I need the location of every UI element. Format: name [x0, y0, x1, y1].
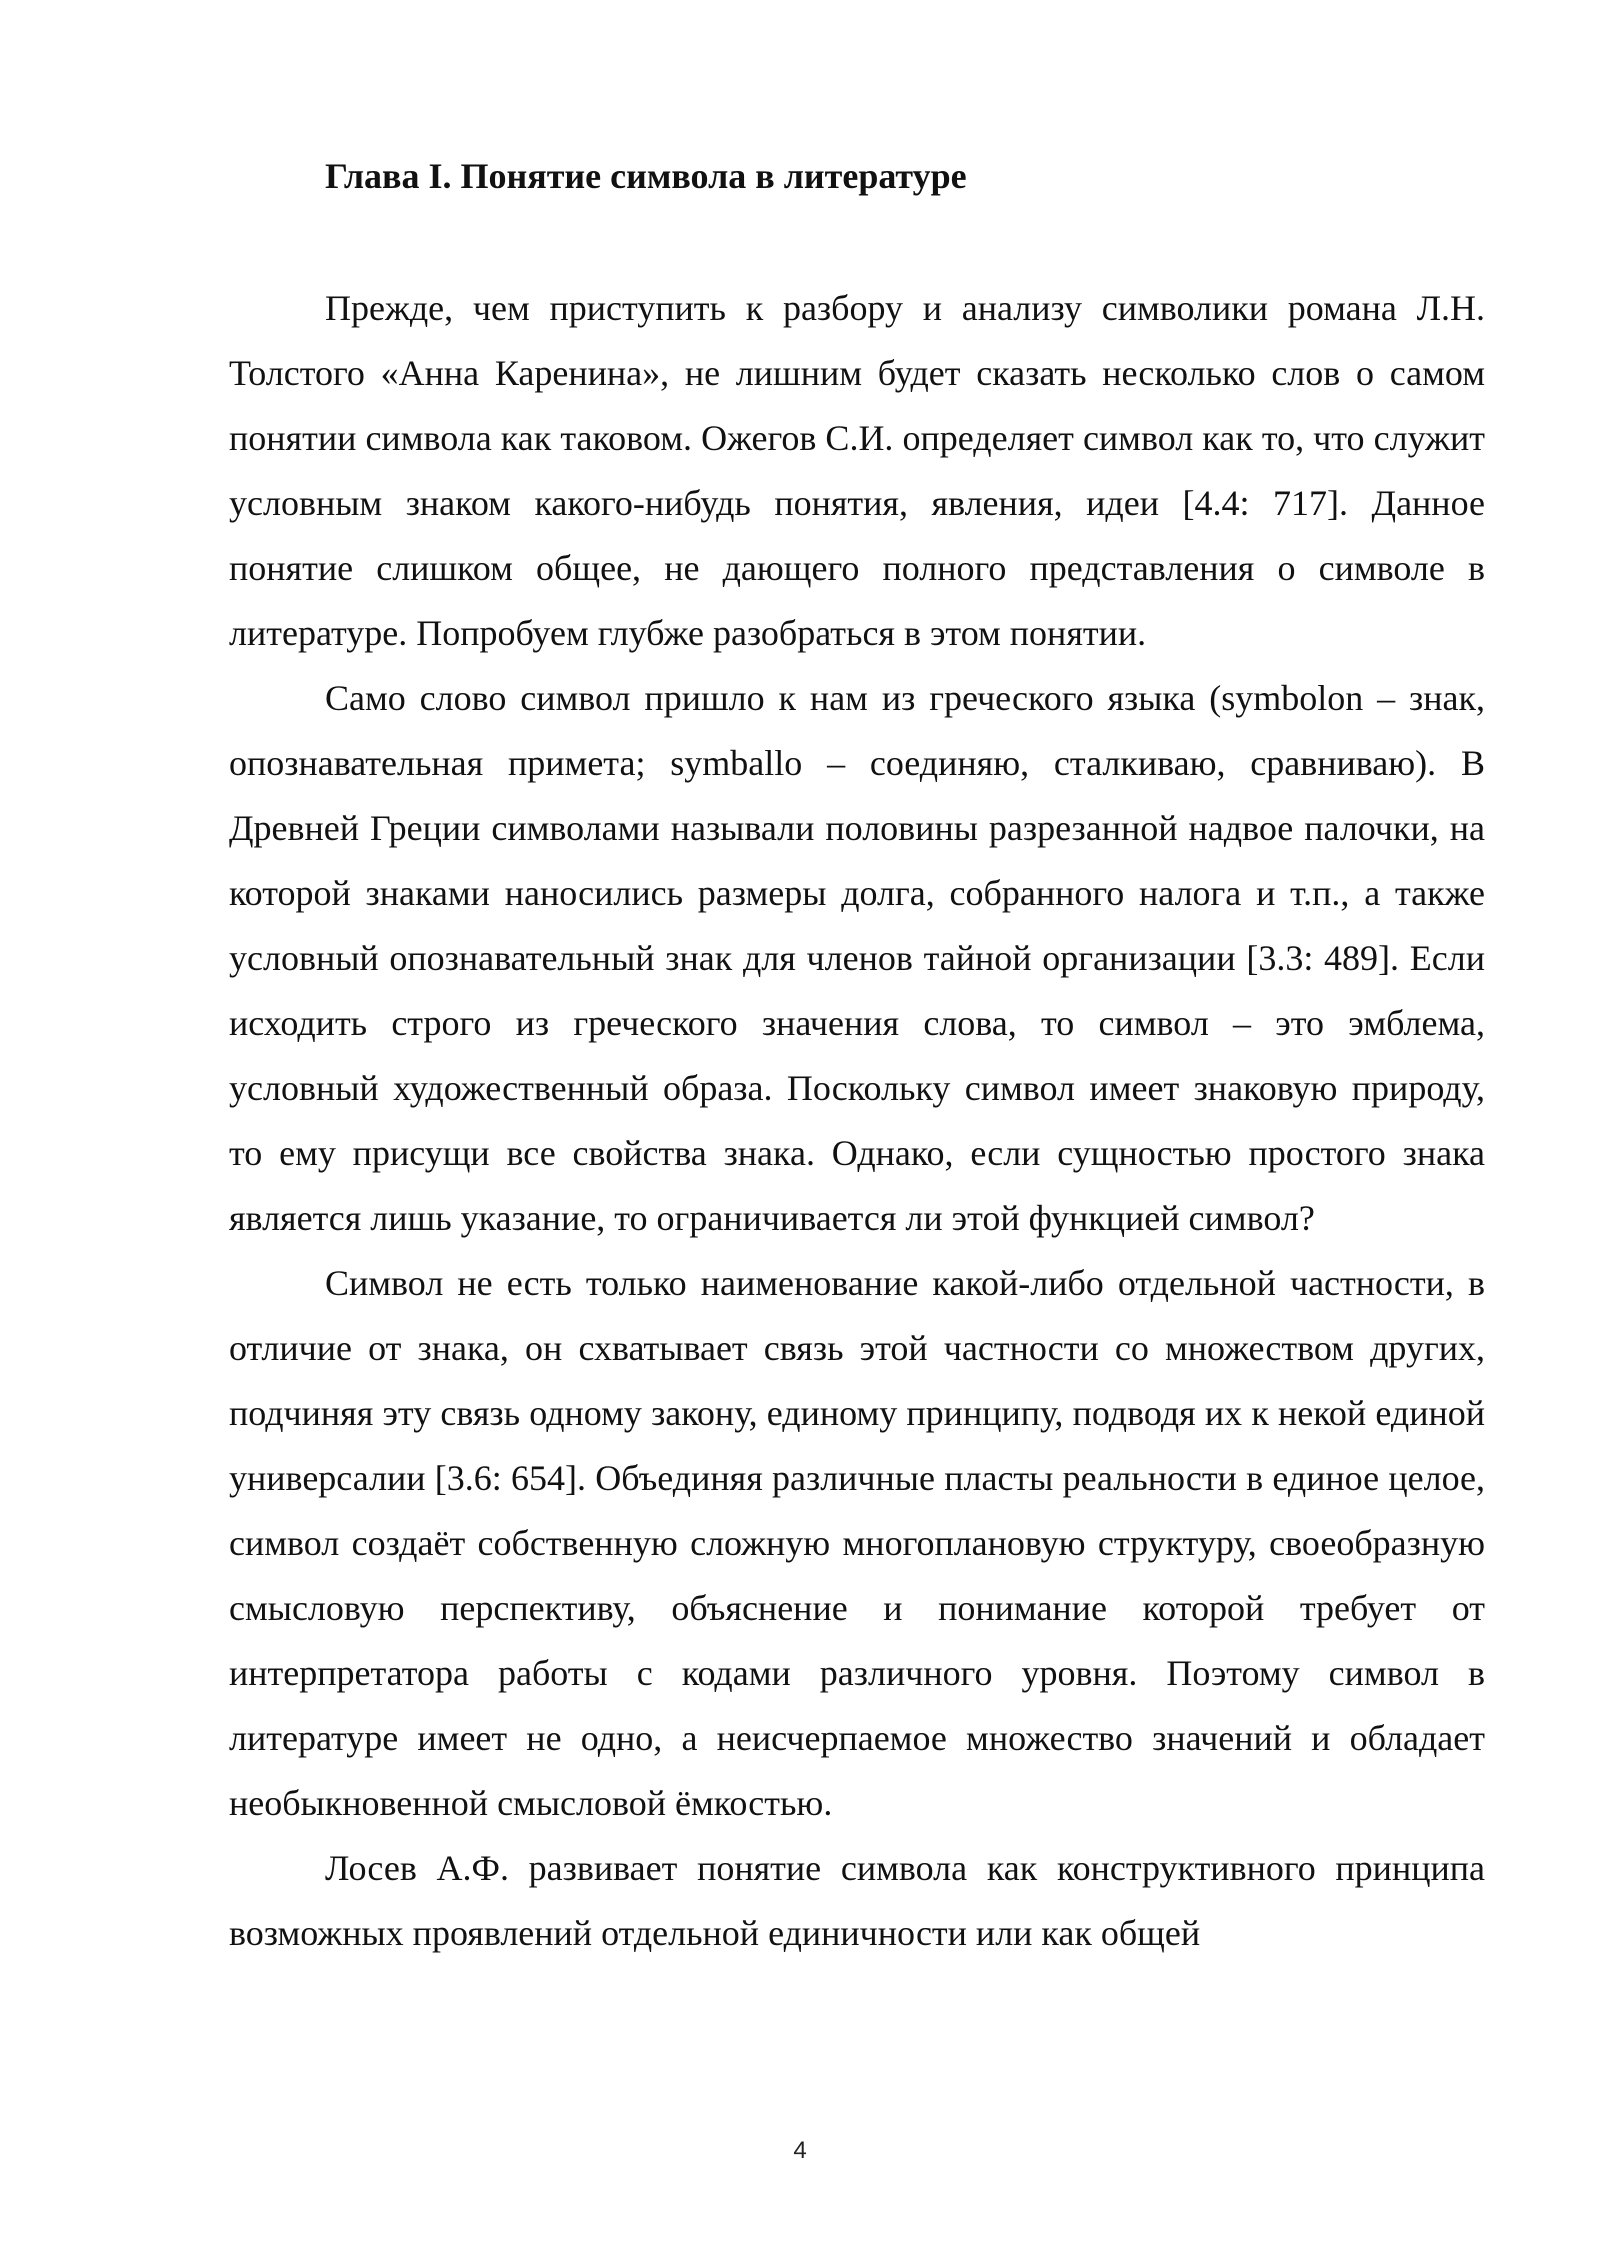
paragraph-3: Символ не есть только наименование какой-либо отдельной частности, в отличие от знака, он схватывает связь этой частности со множеством других, подчиняя эту связь одному закону, единому принципу, подводя их к некой единой универсалии [3.6: 654]. Объединяя различные пласты реальности в единое целое, символ создаёт собственную сложную многоплановую структуру, своеобразную смысловую перспективу, объяснение и понимание которой требует от интерпретатора работы с кодами различного уровня. Поэтому символ в литературе имеет не одно, а неисчерпаемое множество значений и обладает необыкновенной смысловой ёмкостью. [229, 1263, 1485, 1823]
paragraph-2: Само слово символ пришло к нам из греческого языка (symbolon – знак, опознавательная примета; symballo – соединяю, сталкиваю, сравниваю). В Древней Греции символами называли половины разрезанной надвое палочки, на которой знаками наносились размеры долга, собранного налога и т.п., а также условный опознавательный знак для членов тайной организации [3.3: 489]. Если исходить строго из греческого значения слова, то символ – это эмблема, условный художественный образа. Поскольку символ имеет знаковую природу, то ему присущи все свойства знака. Однако, если сущностью простого знака является лишь указание, то ограничивается ли этой функцией символ? [229, 678, 1485, 1238]
paragraph-1: Прежде, чем приступить к разбору и анализу символики романа Л.Н. Толстого «Анна Каренина», не лишним будет сказать несколько слов о самом понятии символа как таковом. Ожегов С.И. определяет символ как то, что служит условным знаком какого-нибудь понятия, явления, идеи [4.4: 717]. Данное понятие слишком общее, не дающего полного представления о символе в литературе. Попробуем глубже разобраться в этом понятии. [229, 288, 1485, 653]
body-text [229, 276, 1485, 1966]
chapter-title: Глава I. Понятие символа в литературе [325, 156, 967, 196]
paragraph-4: Лосев А.Ф. развивает понятие символа как конструктивного принципа возможных проявлений отдельной единичности или как общей [229, 1848, 1485, 1953]
page-number: 4 [793, 2137, 807, 2164]
